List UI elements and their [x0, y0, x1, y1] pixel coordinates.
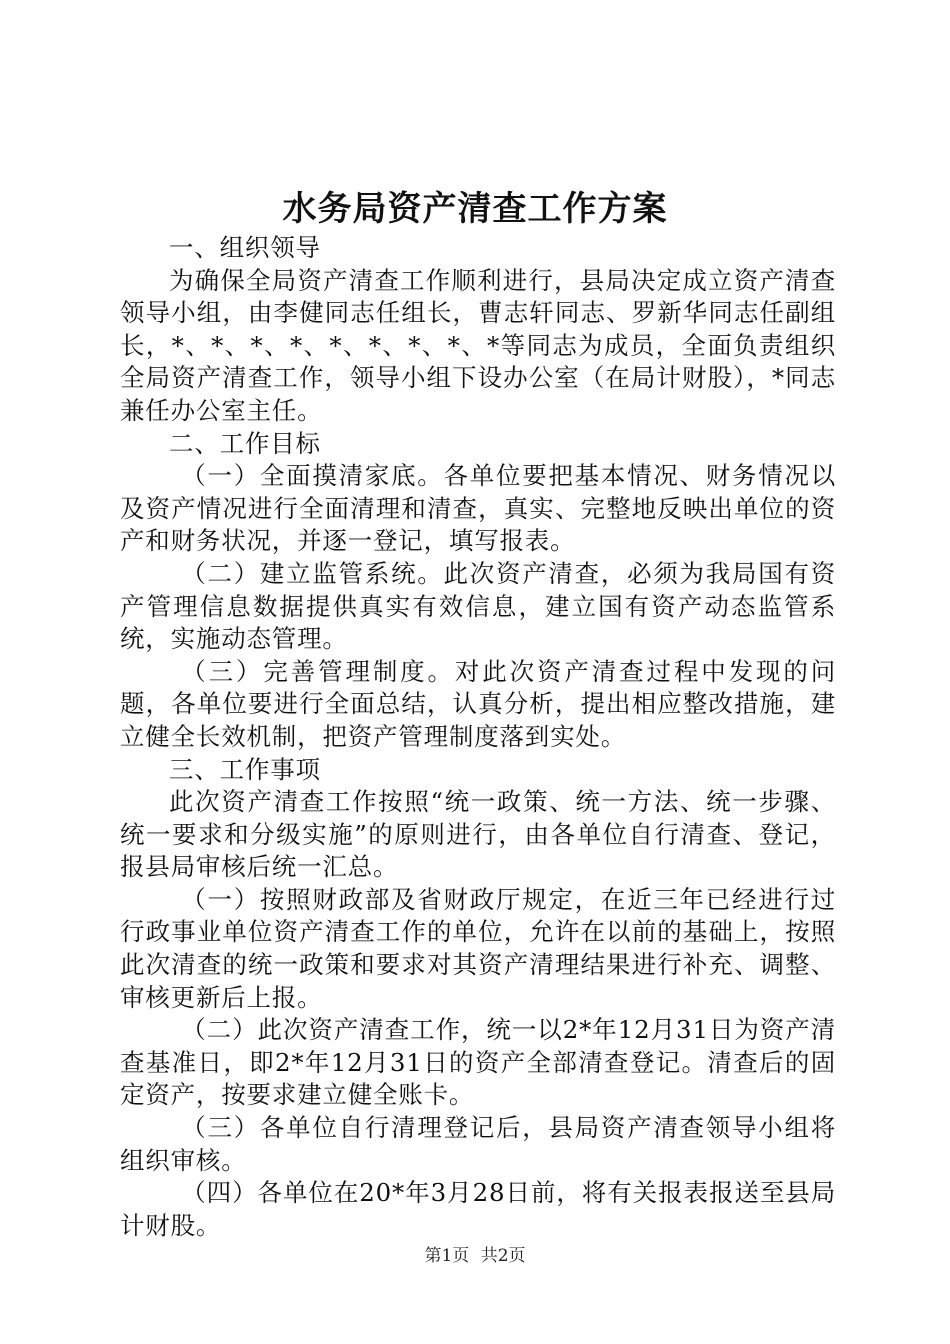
page-footer	[0, 1245, 950, 1267]
section-heading-tasks: 三、工作事项	[169, 754, 321, 784]
paragraph-task-4: （四）各单位在20*年3月28日前，将有关报表报送至县局计财股。	[120, 1178, 836, 1240]
document-title: 水务局资产清查工作方案	[282, 189, 668, 229]
paragraph-task-1: （一）按照财政部及省财政厅规定，在近三年已经进行过行政事业单位资产清查工作的单位，允许在以前的基础上，按照此次清查的统一政策和要求对其资产清理结果进行补充、调整、审核更新后上报。	[120, 884, 836, 1012]
paragraph-goal-1: （一）全面摸清家底。各单位要把基本情况、财务情况以及资产情况进行全面清理和清查，真实、完整地反映出单位的资产和财务状况，并逐一登记，填写报表。	[120, 461, 836, 556]
paragraph-tasks-intro: 此次资产清查工作按照“统一政策、统一方法、统一步骤、统一要求和分级实施”的原则进行，由各单位自行清查、登记，报县局审核后统一汇总。	[120, 787, 836, 882]
paragraph-task-2: （二）此次资产清查工作，统一以2*年12月31日为资产清查基准日，即2*年12月31日的资产全部清查登记。清查后的固定资产，按要求建立健全账卡。	[120, 1015, 836, 1110]
paragraph-task-3: （三）各单位自行清理登记后，县局资产清查领导小组将组织审核。	[120, 1113, 836, 1175]
paragraph-goal-2: （二）建立监管系统。此次资产清查，必须为我局国有资产管理信息数据提供真实有效信息，建立国有资产动态监管系统，实施动态管理。	[120, 558, 836, 654]
document-body	[120, 232, 836, 1242]
page-number: 第1页	[424, 1246, 470, 1266]
paragraph-goal-3: （三）完善管理制度。对此次资产清查过程中发现的问题，各单位要进行全面总结，认真分析，提出相应整改措施，建立健全长效机制，把资产管理制度落到实处。	[120, 656, 836, 751]
page-total: 共2页	[480, 1246, 526, 1266]
section-heading-goals: 二、工作目标	[169, 428, 321, 458]
paragraph-organization: 为确保全局资产清查工作顺利进行，县局决定成立资产清查领导小组，由李健同志任组长，曹志轩同志、罗新华同志任副组长，*、*、*、*、*、*、*、*、*等同志为成员，全面负责组织全局资产清查工作，领导小组下设办公室（在局计财股），*同志兼任办公室主任。	[120, 265, 836, 425]
section-heading-organization: 一、组织领导	[169, 233, 321, 262]
